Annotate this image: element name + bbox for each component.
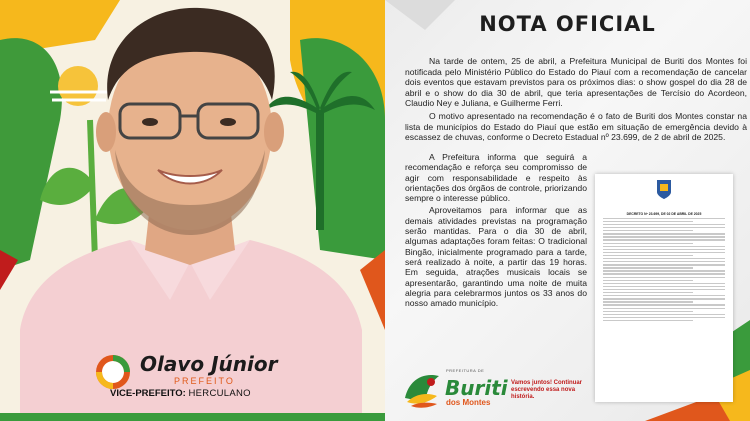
decree-text-line	[603, 261, 725, 262]
decree-text-line	[603, 311, 693, 312]
decree-text-line	[603, 236, 725, 237]
coat-of-arms-icon	[595, 174, 733, 204]
decree-text-line	[603, 298, 725, 299]
decree-text-line	[603, 304, 725, 305]
decree-text-line	[603, 314, 725, 315]
decree-text-line	[603, 295, 725, 296]
decree-text-line	[603, 246, 725, 247]
decree-text-line	[603, 267, 693, 268]
decree-text-line	[603, 249, 725, 250]
paragraph-1: Na tarde de ontem, 25 de abril, a Prefeitura Municipal de Buriti dos Montes foi notificada pelo Ministério Público do Estado do Piauí com a recomendação de cancelar dois eventos que estavam previstos para os próximos dias: o show gospel do dia 28 de abril e o show do dia 30 de abril, que teria apresentações de Tercísio do Acordeon, Claudio Ney e Juliana, e Guilherme Ferri.	[405, 56, 747, 109]
candidate-name: Olavo Júnior	[140, 352, 278, 376]
decree-text-line	[603, 308, 725, 309]
notice-body-top	[405, 56, 747, 145]
decree-text-line	[603, 301, 693, 302]
vice-label: VICE-PREFEITO:	[110, 388, 186, 399]
municipality-emblem-icon	[401, 368, 443, 410]
decree-text-line	[603, 289, 725, 290]
municipality-logo	[401, 368, 601, 412]
vice-line	[110, 388, 251, 399]
decree-text-line	[603, 270, 725, 271]
logo-prefix: PREFEITURA DE	[446, 368, 485, 373]
decree-text-line	[603, 227, 725, 228]
decree-text-line	[603, 239, 725, 240]
decree-text-line	[603, 224, 725, 225]
decree-text-line	[603, 280, 693, 281]
logo-sub: dos Montes	[446, 398, 491, 407]
paragraph-4: Aproveitamos para informar que as demais atividades previstas na programação serão mantidas. Para o dia 30 de abril, algumas adaptações foram feitas: O tradicional Bingão, inicialmente programado para a tarde, será realizado à noite, a partir das 19 horas. Em seguida, atrações musicais locais se apresentarão, garantindo uma noite de muita alegria para celebrarmos juntos os 33 anos do nosso amado município.	[405, 205, 587, 309]
decree-text-line	[603, 320, 693, 321]
notice-body-bottom	[405, 152, 587, 310]
decree-text-line	[603, 286, 725, 287]
page-title: NOTA OFICIAL	[479, 12, 656, 36]
vice-name: HERCULANO	[188, 388, 251, 399]
decree-document-image	[595, 174, 733, 402]
decree-text-line	[603, 277, 725, 278]
decree-text-line	[603, 317, 725, 318]
decree-text-line	[603, 218, 725, 219]
decree-text-line	[603, 230, 693, 231]
candidate-role: PREFEITO	[174, 376, 235, 386]
logo-word: Buriti	[445, 376, 508, 400]
decree-text-line	[603, 258, 725, 259]
decree-title: DECRETO Nº 23.699, DE 02 DE ABRIL DE 2025	[626, 212, 702, 216]
right-panel	[385, 0, 750, 421]
paragraph-3: A Prefeitura informa que seguirá a recomendação e reforça seu compromisso de agir com responsabilidade e respeito às orientações dos órgãos de controle, priorizando sempre o interesse público.	[405, 152, 587, 204]
decree-text-line	[603, 273, 725, 274]
slogan: Vamos juntos! Continuar escrevendo essa nova história.	[511, 380, 583, 400]
decree-text-line	[603, 292, 693, 293]
bottom-stripe	[0, 413, 385, 421]
decree-text-line	[603, 252, 725, 253]
decree-text-line	[603, 243, 693, 244]
decree-text-line	[603, 233, 725, 234]
decree-text-line	[603, 264, 725, 265]
name-block	[94, 352, 294, 412]
decree-text-line	[603, 221, 693, 222]
decree-text-line	[603, 283, 725, 284]
decree-text-line	[603, 255, 693, 256]
paragraph-2: O motivo apresentado na recomendação é o fato de Buriti dos Montes constar na lista de municípios do Estado do Piauí que estão em situação de emergência devido à escassez de chuvas, conforme o Decreto Estadual nº 23.699, de 2 de abril de 2025.	[405, 110, 747, 143]
